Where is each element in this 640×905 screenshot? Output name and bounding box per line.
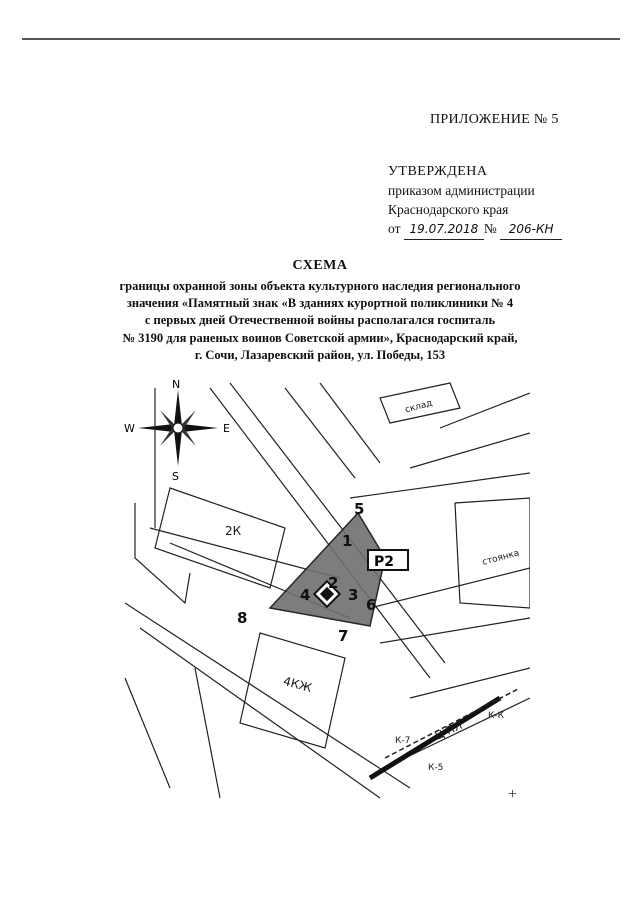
- utility-label-k7: К-7: [395, 736, 411, 746]
- approval-date: 19.07.2018: [404, 220, 484, 240]
- point-7: 7: [338, 627, 349, 645]
- subtitle-line-4: № 3190 для раненых воинов Советской армии», Краснодарский край,: [122, 330, 518, 345]
- building-2k-label: 2К: [225, 524, 242, 538]
- appendix-label: ПРИЛОЖЕНИЕ № 5: [430, 112, 559, 127]
- point-3: 3: [348, 586, 359, 604]
- point-2: 2: [328, 574, 339, 592]
- date-prefix: от: [388, 221, 401, 236]
- corner-mark: +: [508, 786, 518, 803]
- site-plan-map: [110, 378, 530, 803]
- utility-label-k5: К-5: [428, 763, 444, 773]
- approval-date-row: [388, 219, 562, 240]
- point-1: 1: [342, 532, 353, 550]
- point-8: 8: [237, 609, 248, 627]
- approval-status: УТВЕРЖДЕНА: [388, 164, 488, 179]
- approval-number: 206-КН: [500, 220, 562, 240]
- parking-label: стоянка: [481, 548, 521, 568]
- document-title: СХЕМА: [292, 258, 348, 273]
- compass-e: E: [223, 422, 230, 435]
- utility-label-kk: К-К: [488, 711, 505, 721]
- point-6: 6: [366, 596, 377, 614]
- approval-line-2: Краснодарского края: [388, 202, 509, 217]
- top-border-line: [22, 38, 620, 40]
- document-subtitle: [75, 278, 565, 364]
- compass-n: N: [172, 378, 181, 391]
- point-4: 4: [300, 586, 311, 604]
- subtitle-line-5: г. Сочи, Лазаревский район, ул. Победы, 153: [194, 347, 446, 362]
- subtitle-line-3: с первых дней Отечественной войны располагался госпиталь: [144, 313, 496, 328]
- zone-marker-label: Р2: [374, 554, 395, 570]
- approval-line-1: приказом администрации: [388, 183, 535, 198]
- subtitle-line-1: границы охранной зоны объекта культурного наследия регионального: [119, 279, 521, 293]
- warehouse-label: склад: [404, 398, 434, 416]
- point-5: 5: [354, 500, 365, 518]
- compass-s: S: [172, 470, 179, 483]
- zone-marker-box: [368, 550, 408, 570]
- approval-block: [388, 162, 562, 240]
- subtitle-line-2: значения «Памятный знак «В зданиях курортной поликлиники № 4: [126, 296, 514, 311]
- building-4kzh-label: 4КЖ: [281, 674, 314, 696]
- compass-w: W: [124, 422, 135, 435]
- utility-label-cpl: Ц ПЛ: [432, 718, 465, 743]
- number-prefix: №: [483, 221, 497, 236]
